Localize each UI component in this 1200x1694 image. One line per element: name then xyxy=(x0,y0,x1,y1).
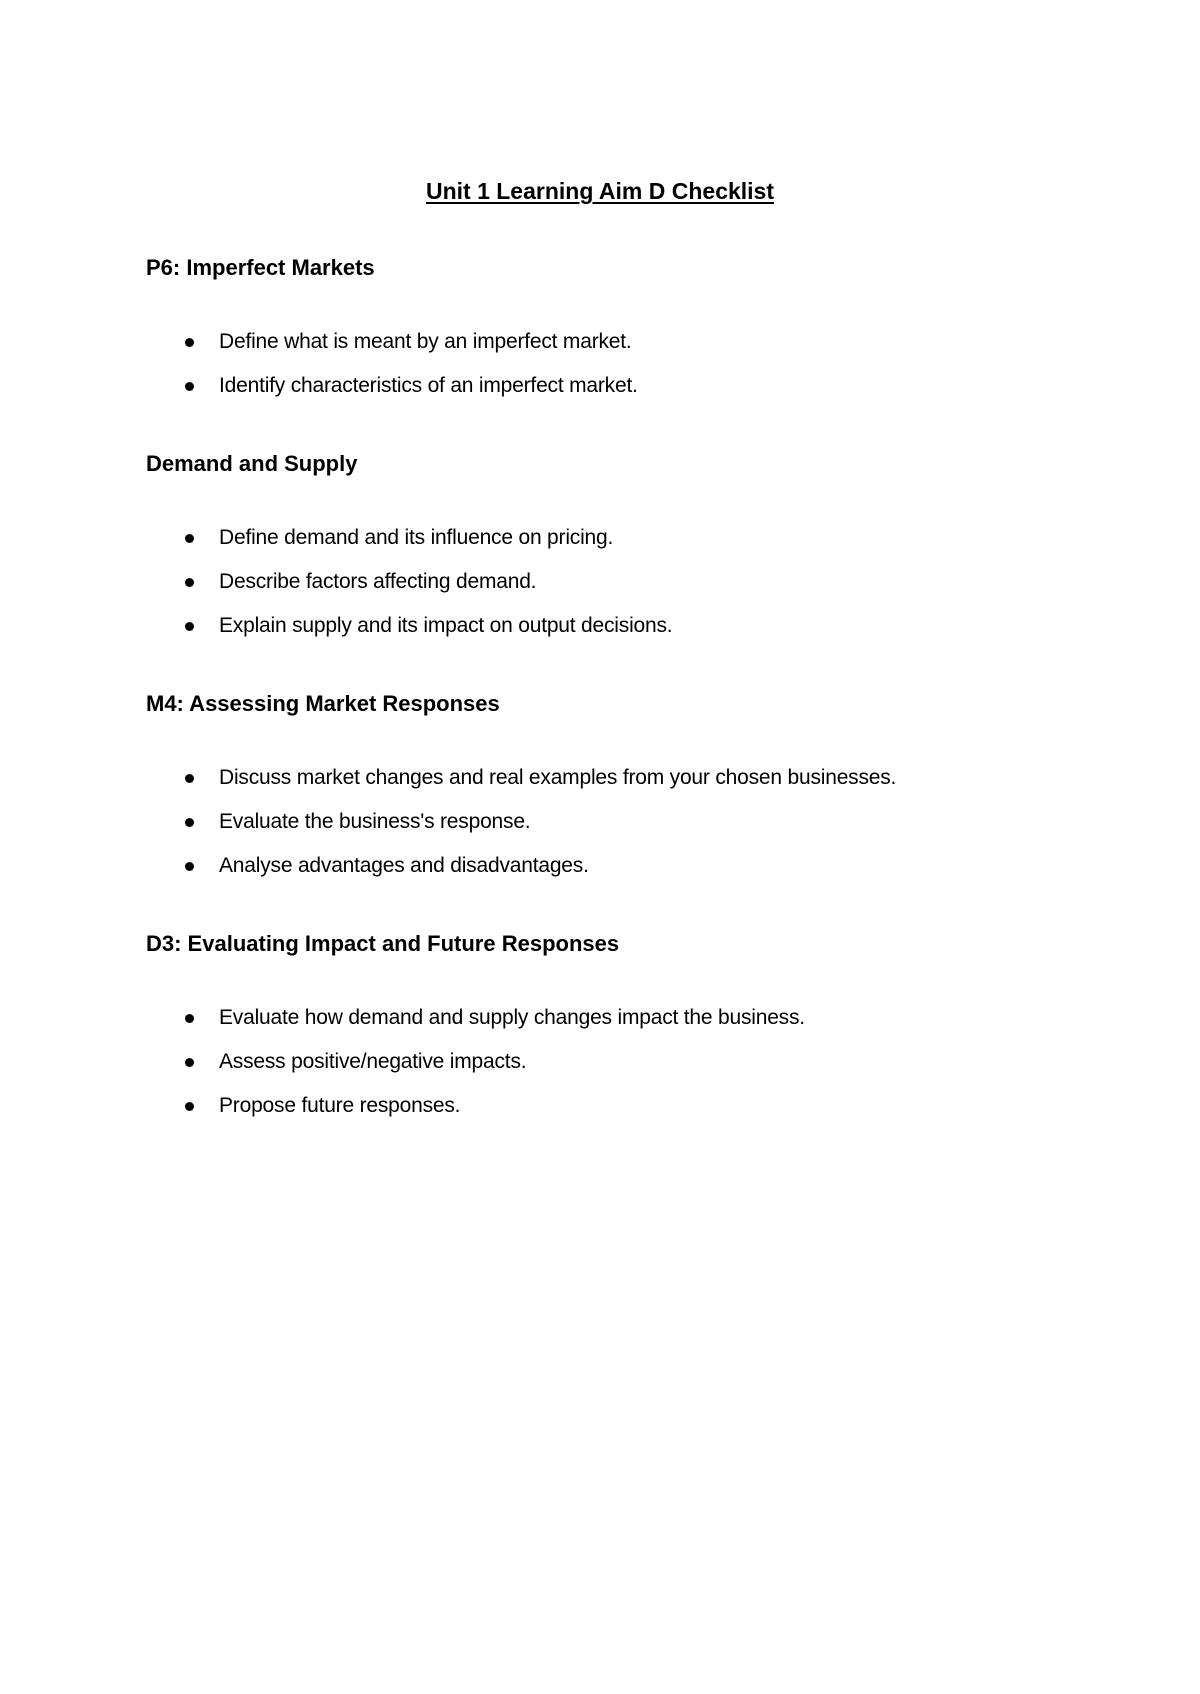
list-item xyxy=(146,1003,1106,1033)
list-item xyxy=(146,1047,1106,1077)
list-item-text: Propose future responses. xyxy=(219,1094,461,1117)
section-heading: M4: Assessing Market Responses xyxy=(146,691,500,716)
section-heading: D3: Evaluating Impact and Future Responses xyxy=(146,931,620,956)
list-item-text: Assess positive/negative impacts. xyxy=(219,1050,527,1073)
list-item-text: Describe factors affecting demand. xyxy=(219,570,537,593)
bullet-list xyxy=(146,523,1106,641)
bullet-icon xyxy=(185,534,194,543)
section-d3-evaluating-impact xyxy=(146,929,1106,1135)
list-item xyxy=(146,611,1106,641)
bullet-list xyxy=(146,763,1106,881)
list-item xyxy=(146,763,1106,793)
section-demand-and-supply xyxy=(146,449,1106,655)
list-item-text: Analyse advantages and disadvantages. xyxy=(219,854,589,877)
list-item-text: Define what is meant by an imperfect market. xyxy=(219,330,632,353)
bullet-icon xyxy=(185,818,194,827)
bullet-icon xyxy=(185,382,194,391)
list-item xyxy=(146,371,1106,401)
bullet-icon xyxy=(185,578,194,587)
list-item xyxy=(146,807,1106,837)
list-item-text: Explain supply and its impact on output decisions. xyxy=(219,614,673,637)
list-item xyxy=(146,1091,1106,1121)
list-item-text: Define demand and its influence on pricing. xyxy=(219,526,614,549)
list-item xyxy=(146,567,1106,597)
section-heading: P6: Imperfect Markets xyxy=(146,255,375,280)
bullet-icon xyxy=(185,774,194,783)
list-item xyxy=(146,327,1106,357)
list-item xyxy=(146,851,1106,881)
list-item xyxy=(146,523,1106,553)
section-heading: Demand and Supply xyxy=(146,451,358,476)
bullet-icon xyxy=(185,1058,194,1067)
list-item-text: Identify characteristics of an imperfect market. xyxy=(219,374,638,397)
bullet-list xyxy=(146,327,1106,401)
list-item-text: Discuss market changes and real examples from your chosen businesses. xyxy=(219,766,897,789)
bullet-icon xyxy=(185,338,194,347)
list-item-text: Evaluate the business's response. xyxy=(219,810,531,833)
list-item-text: Evaluate how demand and supply changes impact the business. xyxy=(219,1006,805,1029)
section-m4-assessing-market-responses xyxy=(146,689,1106,895)
bullet-icon xyxy=(185,1014,194,1023)
bullet-icon xyxy=(185,622,194,631)
bullet-icon xyxy=(185,862,194,871)
bullet-icon xyxy=(185,1102,194,1111)
section-p6-imperfect-markets xyxy=(146,253,1106,415)
document-title: Unit 1 Learning Aim D Checklist xyxy=(425,178,775,204)
bullet-list xyxy=(146,1003,1106,1121)
